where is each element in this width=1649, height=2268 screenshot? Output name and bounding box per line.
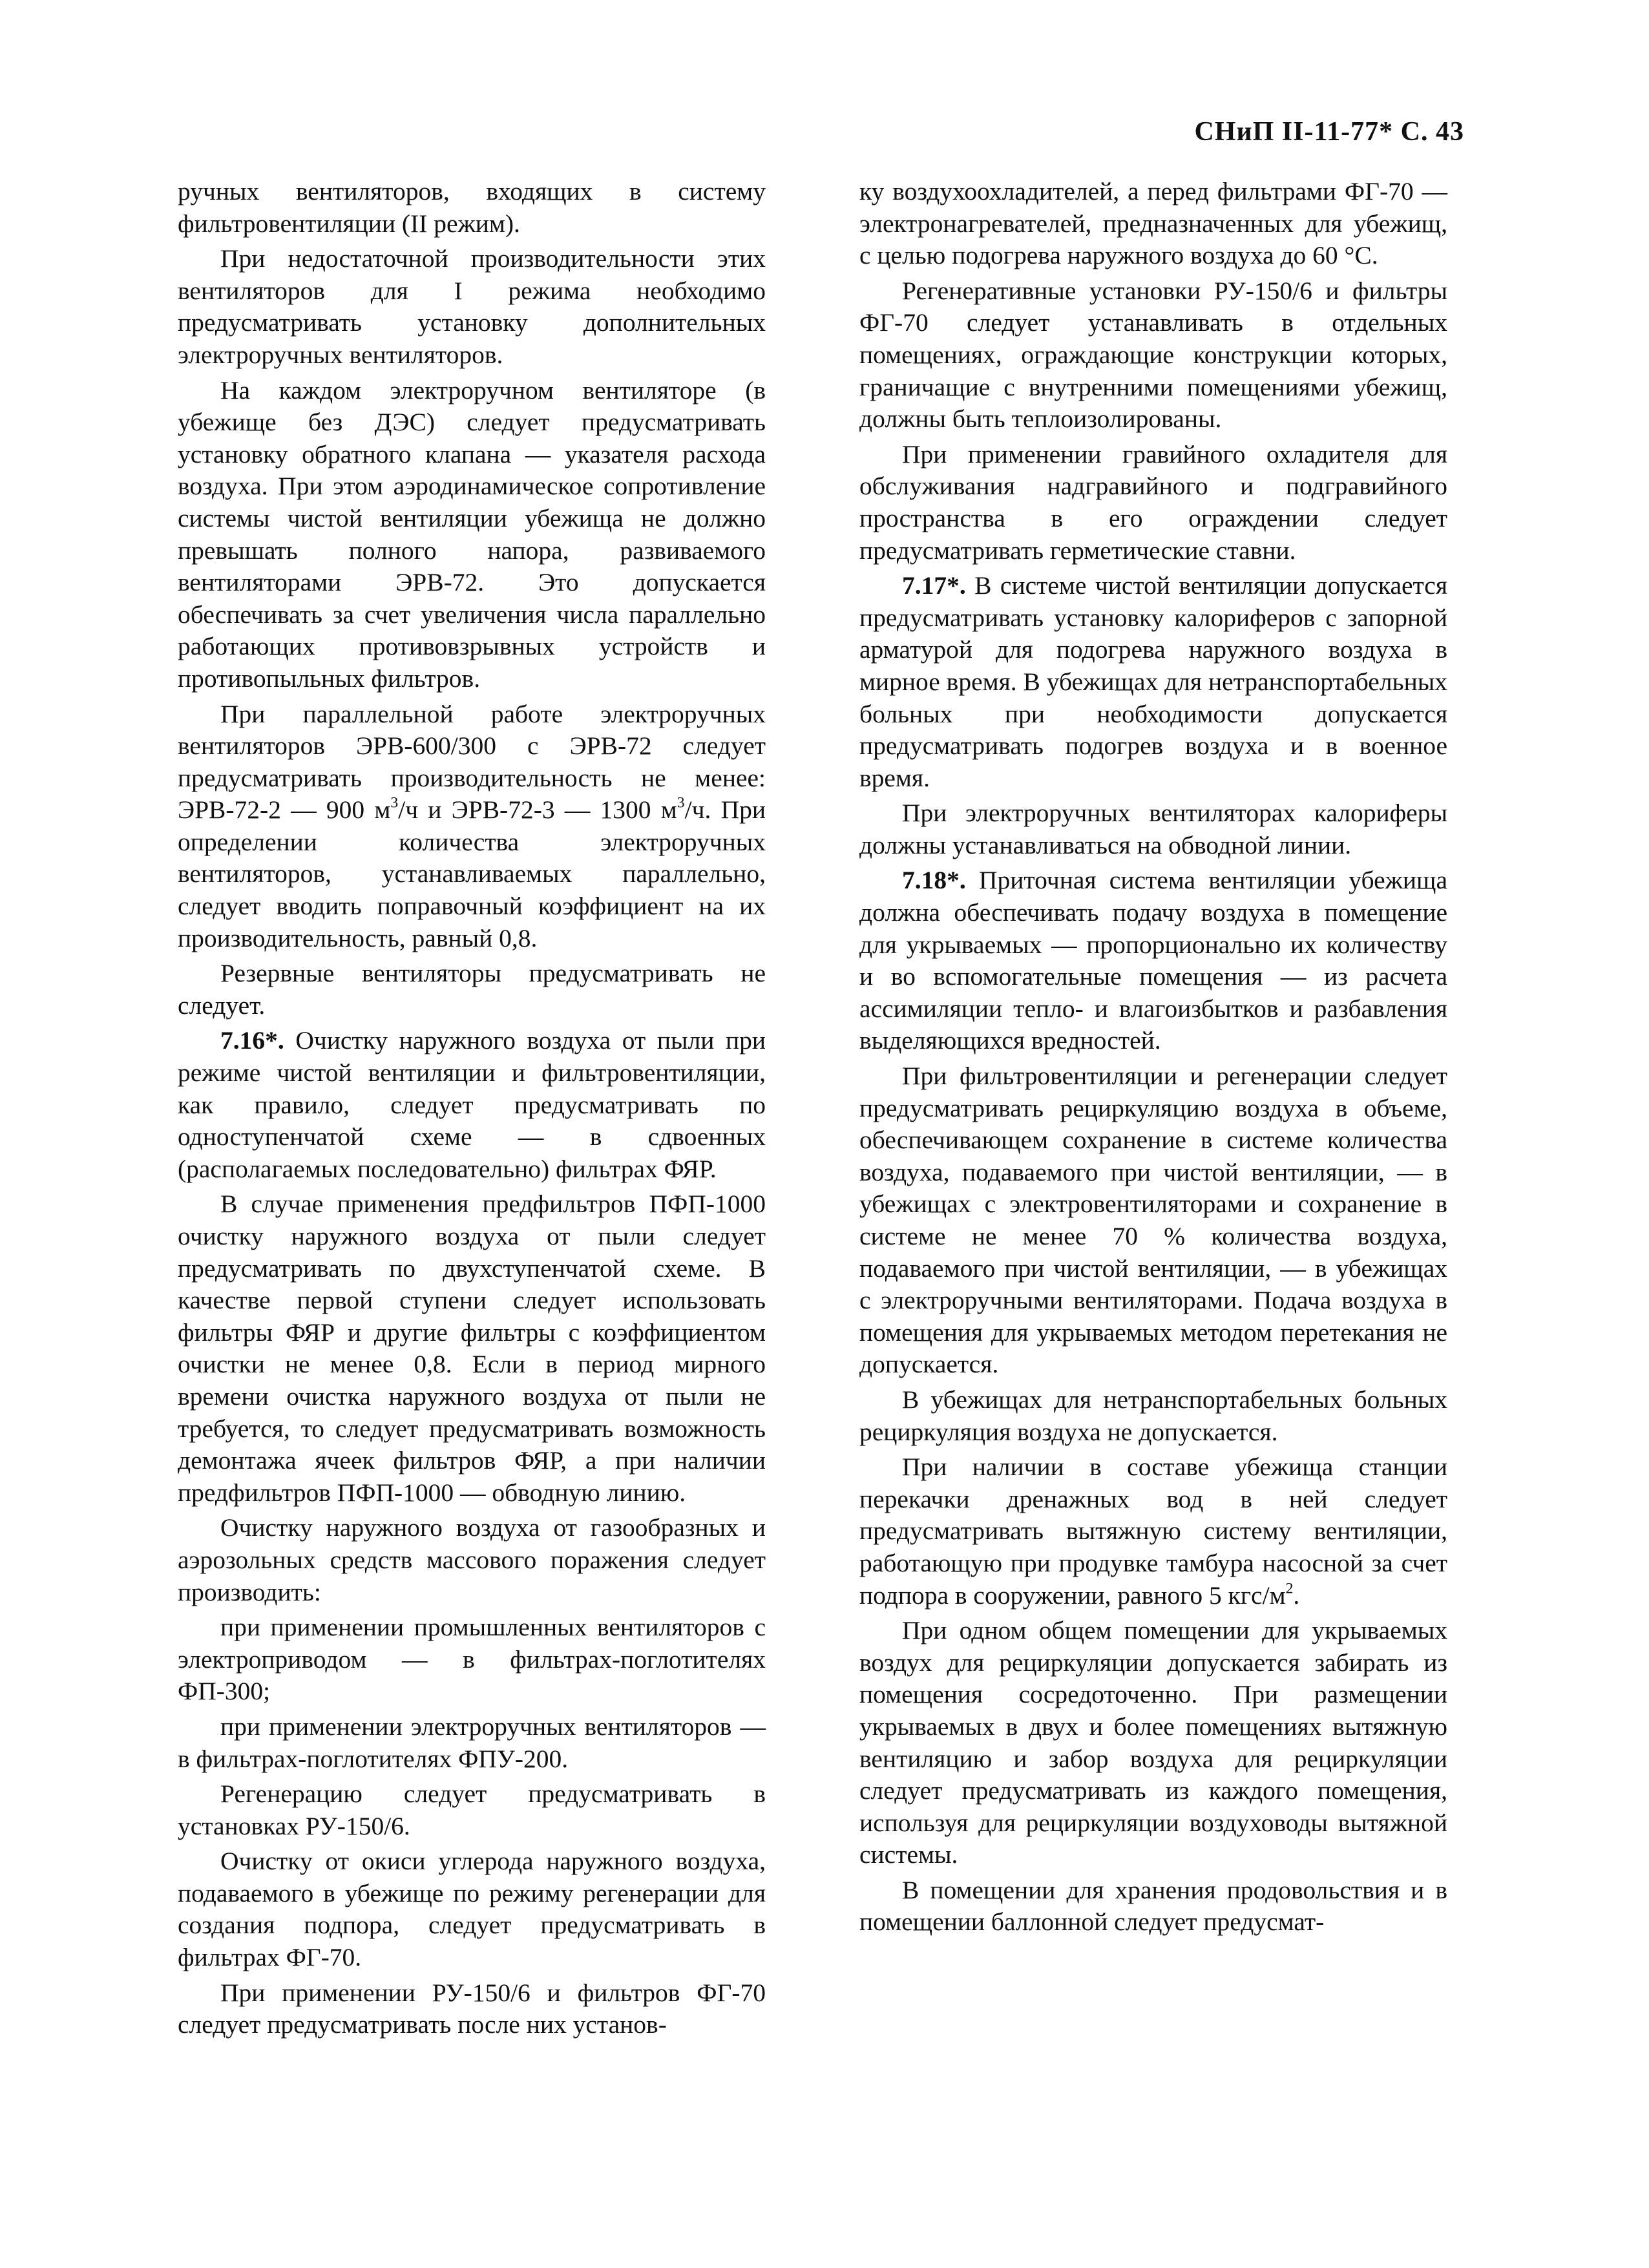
right-column [859, 176, 1447, 1942]
paragraph: Очистку наружного воздуха от газообразных и аэрозольных средств массового поражения следует производить: [178, 1513, 766, 1606]
paragraph: В случае применения предфильтров ПФП-1000 очистку наружного воздуха от пыли следует предусматривать по двухступенчатой схеме. В качестве первой ступени следует использовать фильтры ФЯР и другие фильтры с коэффициентом очистки не менее 0,8. Если в период мирного времени очистка наружного воздуха от пыли не требуется, то следует предусматривать возможность демонтажа ячеек фильтров ФЯР, а при наличии предфильтров ПФП-1000 — обводную линию. [178, 1190, 766, 1507]
paragraph: При электроручных вентиляторах калориферы должны устанавливаться на обводной линии. [859, 799, 1447, 859]
paragraph: В убежищах для нетранспортабельных больных рециркуляция воздуха не допускается. [859, 1385, 1447, 1446]
clause-number: 7.17*. [902, 571, 966, 600]
paragraph: На каждом электроручном вентиляторе (в убежище без ДЭС) следует предусматривать установку обратного клапана — указателя расхода воздуха. При этом аэродинамическое сопротивление системы чистой вентиляции убежища не должно превышать полного напора, развиваемого вентиляторами ЭРВ-72. Это допускается обеспечивать за счет увеличения числа параллельно работающих противовзрывных устройств и противопыльных фильтров. [178, 375, 766, 693]
paragraph: При применении РУ-150/6 и фильтров ФГ-70 следует предусматривать после них установ- [178, 1978, 766, 2039]
clause-7-16: 7.16*. Очистку наружного воздуха от пыли при режиме чистой вентиляции и фильтровентиляции, как правило, следует предусматривать по одноступенчатой схеме — в сдвоенных (располагаемых последовательно) фильтрах ФЯР. [178, 1026, 766, 1183]
paragraph: При одном общем помещении для укрываемых воздух для рециркуляции допускается забирать из помещения сосредоточенно. При размещении укрываемых в двух и более помещениях вытяжную вентиляцию и забор воздуха для рециркуляции следует предусматривать из каждого помещения, используя для рециркуляции воздуховоды вытяжной системы. [859, 1616, 1447, 1869]
paragraph: Регенерацию следует предусматривать в установках РУ-150/6. [178, 1780, 766, 1840]
paragraph: При применении гравийного охладителя для обслуживания надгравийного и подгравийного пространства в его ограждении следует предусматривать герметические ставни. [859, 439, 1447, 565]
paragraph: при применении электроручных вентиляторов — в фильтрах-поглотителях ФПУ-200. [178, 1712, 766, 1773]
paragraph: при применении промышленных вентиляторов с электроприводом — в фильтрах-поглотителях ФП-300; [178, 1613, 766, 1706]
clause-number: 7.18*. [902, 866, 966, 895]
paragraph: При фильтровентиляции и регенерации следует предусматривать рециркуляцию воздуха в объеме, обеспечивающем сохранение в системе количества воздуха, подаваемого при чистой вентиляции, — в убежищах с электровентиляторами и сохранение в системе не менее 70 % количества воздуха, подаваемого при чистой вентиляции, — в убежищах с электроручными вентиляторами. Подача воздуха в помещения для укрываемых методом перетекания не допускается. [859, 1062, 1447, 1379]
paragraph: ку воздухоохладителей, а перед фильтрами ФГ-70 — электронагревателей, предназначенных для убежищ, с целью подогрева наружного воздуха до 60 °С. [859, 177, 1447, 270]
left-column [178, 176, 766, 2044]
clause-7-18: 7.18*. Приточная система вентиляции убежища должна обеспечивать подачу воздуха в помещение для укрываемых — пропорционально их количеству и во вспомогательные помещения — из расчета ассимиляции тепло- и влагоизбытков и разбавления выделяющихся вредностей. [859, 866, 1447, 1055]
paragraph: Регенеративные установки РУ-150/6 и фильтры ФГ-70 следует устанавливать в отдельных помещениях, ограждающие конструкции которых, граничащие с внутренними помещениями убежищ, должны быть теплоизолированы. [859, 276, 1447, 434]
paragraph: Очистку от окиси углерода наружного воздуха, подаваемого в убежище по режиму регенерации для создания подпора, следует предусматривать в фильтрах ФГ-70. [178, 1847, 766, 1972]
paragraph: При параллельной работе электроручных вентиляторов ЭРВ-600/300 с ЭРВ-72 следует предусматривать производительность не менее: ЭРВ-72-2 — 900 $м^3/ч$ и ЭРВ-72-3 — 1300 $м^3/ч$. При определении количества электроручных вентиляторов, устанавливаемых параллельно, следует вводить поправочный коэффициент на их производительность, равный 0,8. [178, 699, 766, 952]
paragraph: Резервные вентиляторы предусматривать не следует. [178, 959, 766, 1020]
paragraph: ручных вентиляторов, входящих в систему фильтровентиляции (II режим). [178, 177, 766, 238]
running-header: СНиП II-11-77* С. 43 [1194, 117, 1464, 147]
paragraph: При наличии в составе убежища станции перекачки дренажных вод в ней следует предусматривать вытяжную систему вентиляции, работающую при продувке тамбура насосной за счет подпора в сооружении, равного 5 кгс/$м^2$. [859, 1453, 1447, 1610]
paragraph: В помещении для хранения продовольствия и в помещении баллонной следует предусмат- [859, 1875, 1447, 1937]
paragraph: При недостаточной производительности этих вентиляторов для I режима необходимо предусматривать установку дополнительных электроручных вентиляторов. [178, 244, 766, 369]
clause-number: 7.16*. [220, 1026, 284, 1055]
clause-7-17: 7.17*. В системе чистой вентиляции допускается предусматривать установку калориферов с запорной арматурой для подогрева наружного воздуха в мирное время. В убежищах для нетранспортабельных больных при необходимости допускается предусматривать подогрев воздуха и в военное время. [859, 571, 1447, 792]
